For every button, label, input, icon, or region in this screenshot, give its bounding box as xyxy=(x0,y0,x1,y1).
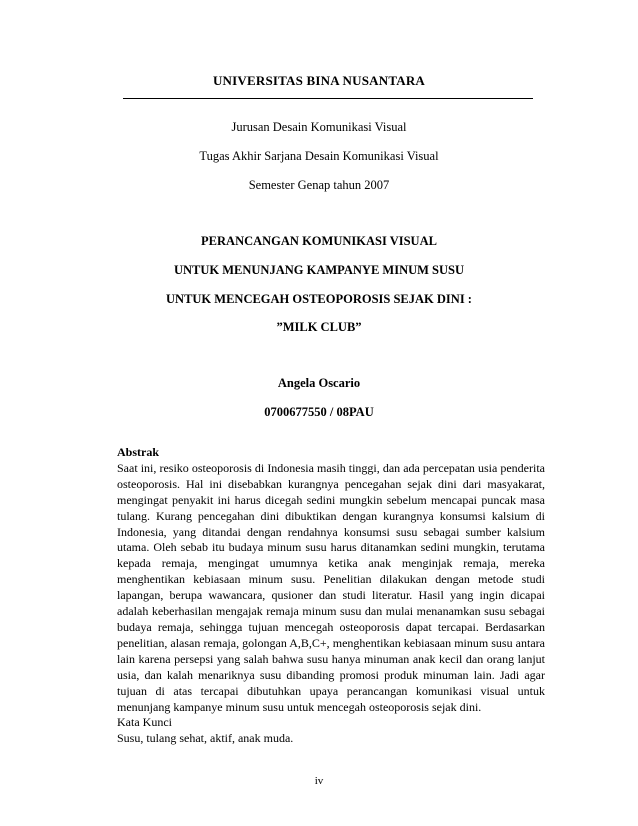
title-line-3: UNTUK MENCEGAH OSTEOPOROSIS SEJAK DINI : xyxy=(166,292,472,306)
university-name: UNIVERSITAS BINA NUSANTARA xyxy=(212,73,426,88)
author-name: Angela Oscario xyxy=(277,376,361,390)
abstract-section xyxy=(117,445,545,747)
department-line: Jurusan Desain Komunikasi Visual xyxy=(231,120,407,134)
title-line-4: ”MILK CLUB” xyxy=(276,320,362,334)
abstract-body: Saat ini, resiko osteoporosis di Indonesia masih tinggi, dan ada percepatan usia penderita osteoporosis. Hal ini disebabkan kurangnya pencegahan sejak dini dari masyakarat, mengingat penyakit ini harus dicegah sedini mungkin sebelum mencapai puncak masa tulang. Kurang pencegahan dini dibuktikan dengan kurangnya konsumsi kalsium di Indonesia, yang ditandai dengan rendahnya konsumsi susu sebagai sumber kalsium utama. Oleh sebab itu budaya minum susu harus ditanamkan sedini mungkin, terutama kepada remaja, mengingat umumnya ketika anak menginjak remaja, mereka menghentikan kebiasaan minum susu. Penelitian dilakukan dengan metode studi lapangan, berupa wawancara, qusioner dan studi literatur. Hasil yang ingin dicapai adalah keberhasilan mengajak remaja minum susu dan mulai menanamkan susu sebagai budaya remaja, sehingga tujuan mencegah osteoporosis dapat tercapai. Berdasarkan penelitian, alasan remaja, golongan A,B,C+, menghentikan kebiasaan minum susu antara lain karena persepsi yang salah bahwa susu hanya minuman anak kecil dan orang lanjut usia, dan kalah menariknya susu dibanding promosi produk minuman lain. Jadi agar tujuan di atas tercapai dibutuhkan upaya perancangan komunikasi visual untuk menunjang kampanye minum susu untuk mencegah osteoporosis sejak dini. xyxy=(117,460,545,714)
thesis-type-line: Tugas Akhir Sarjana Desain Komunikasi Visual xyxy=(199,149,439,163)
header-divider xyxy=(123,98,533,99)
semester-line: Semester Genap tahun 2007 xyxy=(248,178,390,192)
title-line-1: PERANCANGAN KOMUNIKASI VISUAL xyxy=(201,234,437,248)
keywords-text: Susu, tulang sehat, aktif, anak muda. xyxy=(117,731,294,746)
page-number: iv xyxy=(314,775,324,787)
title-line-2: UNTUK MENUNJANG KAMPANYE MINUM SUSU xyxy=(173,263,465,277)
author-id: 0700677550 / 08PAU xyxy=(264,405,374,419)
keywords-heading: Kata Kunci xyxy=(117,715,172,730)
abstract-heading: Abstrak xyxy=(117,445,160,459)
